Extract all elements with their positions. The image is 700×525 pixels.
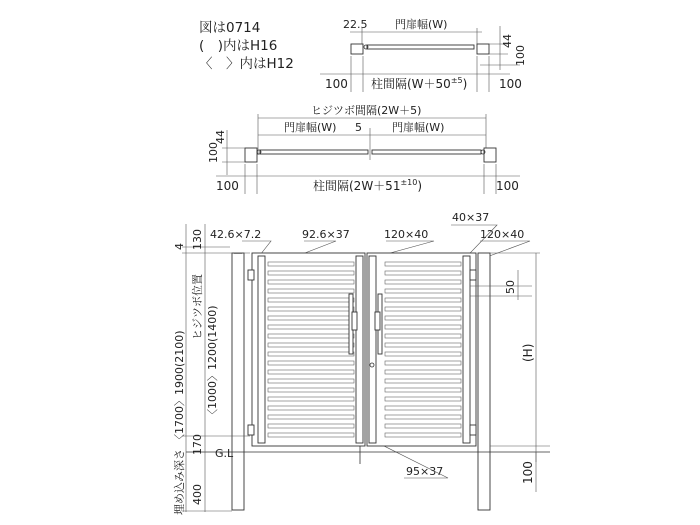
plan2-post-spacing-close: ) [417,179,423,193]
plan2-hinge-spacing-label: ヒジツボ間隔(2W＋5) [311,104,422,117]
louver-slat [268,289,354,293]
louver-slat [385,343,461,347]
louver-slat [268,379,354,383]
plan2-post-spacing [313,178,422,193]
louver-slat [268,352,354,356]
louver-slat [268,361,354,365]
plan1-post-right-width: 100 [499,77,522,91]
louver-slat [268,307,354,311]
ground-level-label: G.L [215,447,234,460]
note-figure-model: 図は0714 [199,20,261,36]
louver-slat [268,415,354,419]
louver-slat [385,361,461,365]
louver-slat [385,307,461,311]
upper-hinge-right [470,270,476,280]
dim-embed-400: 400 [191,484,204,505]
louver-slat [385,370,461,374]
louver-slat [268,406,354,410]
louver-slat [268,424,354,428]
plan2-gate-width-left: 門扉幅(W) [284,121,337,134]
louver-slat [268,271,354,275]
plan2-gap-label: 5 [355,121,362,134]
callout-post-size: 120×40 [480,228,525,241]
lower-hinge [248,425,254,435]
louver-slat [268,334,354,338]
dim-rail-50: 50 [504,280,517,294]
louver-slat [385,334,461,338]
louver-slat [268,370,354,374]
louver-slat [268,397,354,401]
plan-view-single-gate [320,17,527,92]
louver-slat [268,325,354,329]
plan2-depth-100: 100 [207,142,220,163]
dim-embed-label: 埋め込み深さ [173,449,186,515]
plan1-depth-44: 44 [501,34,514,48]
callout-stile-size: 92.6×37 [302,228,350,241]
plan2-depth-44: 44 [214,130,227,144]
louver-slat [268,262,354,266]
plan1-post-spacing-tolerance: ±5 [450,76,463,85]
plan2-post-spacing-main: 柱間隔(2W＋51 [313,179,401,193]
dim-hinge-position: 〈1000〉1200(1400) [206,305,219,420]
louver-slat [385,379,461,383]
plan1-offset-label: 22.5 [343,18,368,31]
louver-slat [385,424,461,428]
louver-slat [385,433,461,437]
upper-hinge [248,270,254,280]
plan1-post-spacing-main: 柱間隔(W＋50 [371,77,451,91]
louver-slat [268,298,354,302]
louver-slat [385,325,461,329]
dim-hinge-position-label: ヒジツボ位置 [191,274,204,340]
callout-center-size: 120×40 [384,228,429,241]
dim-height-h: (H) [521,343,535,362]
note-h12: 〈 〉内はH12 [199,56,294,72]
louver-slat [385,316,461,320]
louver-slat [385,280,461,284]
lower-hinge-right [470,425,476,435]
louver-slat [268,433,354,437]
louver-slat [385,262,461,266]
plan1-depth-100: 100 [514,45,527,66]
louver-slat [268,316,354,320]
callout-rail-size: 40×37 [452,211,490,224]
callout-bottom-size: 95×37 [406,465,444,478]
plan1-post-spacing [371,76,467,91]
louver-slat [385,271,461,275]
plan-view-double-gate [207,104,520,194]
dim-bottom-100: 100 [521,461,535,484]
dim-bottom-170: 170 [191,434,204,455]
dim-top-4: 4 [173,243,186,250]
louver-slat [385,388,461,392]
plan1-post-spacing-close: ) [462,77,468,91]
plan2-gate-width-right: 門扉幅(W) [392,121,445,134]
dim-top-130: 130 [191,229,204,250]
plan2-post-spacing-tolerance: ±10 [400,178,418,187]
louver-slat [268,280,354,284]
louver-slat [385,298,461,302]
callout-hinge-size: 42.6×7.2 [210,228,262,241]
plan1-post-left-width: 100 [325,77,348,91]
plan1-gate-width-label: 門扉幅(W) [395,18,448,31]
louver-slat [385,406,461,410]
louver-slat [268,388,354,392]
note-h16: ( )内はH16 [199,38,278,54]
louver-slat [385,352,461,356]
elevation-view [172,211,550,515]
louver-slat [268,343,354,347]
plan2-post-left-width: 100 [216,179,239,193]
plan2-post-right-width: 100 [496,179,519,193]
louver-slat [385,397,461,401]
louver-slat [385,415,461,419]
dim-overall-heights: 〈1700〉1900(2100) [173,330,186,445]
louver-slat [385,289,461,293]
